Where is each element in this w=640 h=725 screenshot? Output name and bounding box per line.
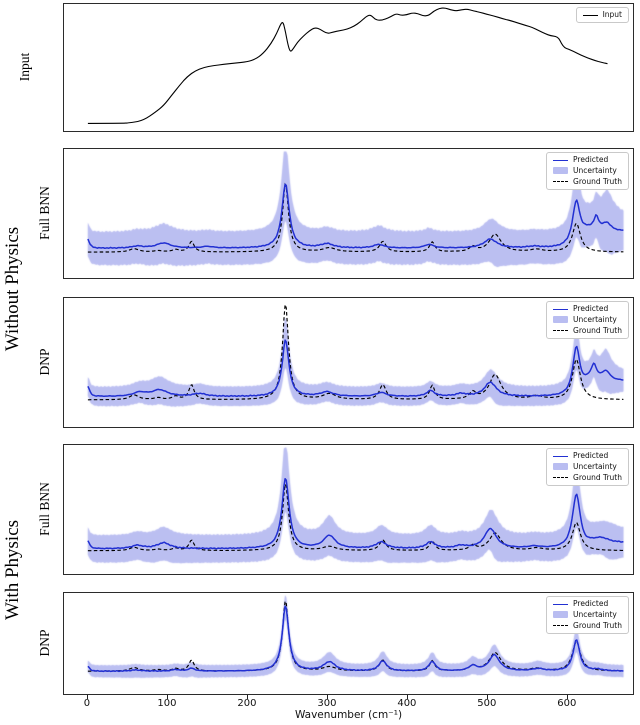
ylabel-full-bnn-2: Full BNN xyxy=(37,482,52,536)
uncertainty-patch-swatch xyxy=(553,316,568,323)
predicted-line xyxy=(88,606,624,671)
legend-item xyxy=(553,178,622,186)
x-tick-label: 300 xyxy=(317,698,337,709)
legend-label: Uncertainty xyxy=(573,314,617,324)
legend-item xyxy=(553,327,622,335)
legend-item xyxy=(553,463,622,471)
legend-full-bnn-without xyxy=(546,152,629,190)
legend-label: Ground Truth xyxy=(573,620,622,630)
input-plot xyxy=(64,4,633,131)
input-line-swatch xyxy=(583,15,598,16)
uncertainty-patch-swatch xyxy=(553,463,568,470)
legend-label: Uncertainty xyxy=(573,165,617,175)
group-label-with-physics: With Physics xyxy=(2,519,23,621)
legend-item xyxy=(553,156,622,164)
legend-item xyxy=(553,622,622,630)
legend-item xyxy=(553,316,622,324)
legend-dnp-with xyxy=(546,596,629,634)
ylabel-input: Input xyxy=(17,52,32,82)
legend-label: Input xyxy=(602,10,622,19)
legend-label: Predicted xyxy=(573,155,609,164)
predicted-line-swatch xyxy=(553,309,568,310)
legend-label: Uncertainty xyxy=(573,461,617,471)
legend-input xyxy=(576,7,629,23)
legend-label: Predicted xyxy=(573,304,609,313)
x-tick-label: 600 xyxy=(557,698,577,709)
predicted-line-swatch xyxy=(553,604,568,605)
ground-truth-line xyxy=(88,601,624,671)
ylabel-dnp-2: DNP xyxy=(37,629,52,657)
uncertainty-band-core xyxy=(88,595,624,678)
group-label-without-physics: Without Physics xyxy=(2,226,23,352)
legend-label: Ground Truth xyxy=(573,176,622,186)
x-tick-label: 400 xyxy=(397,698,417,709)
panel-dnp-with-physics xyxy=(63,592,634,695)
x-axis-label: Wavenumber (cm⁻¹) xyxy=(294,709,403,721)
legend-label: Predicted xyxy=(573,451,609,460)
x-tick-label: 100 xyxy=(157,698,177,709)
panel-dnp-without-physics xyxy=(63,297,634,428)
ground-truth-line-swatch xyxy=(553,330,568,331)
legend-label: Ground Truth xyxy=(573,325,622,335)
ground-truth-line-swatch xyxy=(553,477,568,478)
legend-item xyxy=(553,305,622,313)
legend-item xyxy=(583,11,622,19)
ylabel-full-bnn-1: Full BNN xyxy=(37,186,52,240)
legend-item xyxy=(553,474,622,482)
legend-label: Ground Truth xyxy=(573,472,622,482)
legend-label: Uncertainty xyxy=(573,609,617,619)
input-line xyxy=(88,8,608,123)
legend-item xyxy=(553,452,622,460)
legend-label: Predicted xyxy=(573,599,609,608)
panel-full-bnn-without-physics xyxy=(63,148,634,279)
x-tick-label: 0 xyxy=(83,698,91,709)
uncertainty-band-core xyxy=(88,314,624,407)
ground-truth-line-swatch xyxy=(553,625,568,626)
panel-full-bnn-with-physics xyxy=(63,444,634,575)
ground-truth-line-swatch xyxy=(553,181,568,182)
panel-input xyxy=(63,3,634,132)
legend-full-bnn-with xyxy=(546,448,629,486)
uncertainty-patch-swatch xyxy=(553,167,568,174)
legend-item xyxy=(553,600,622,608)
predicted-line-swatch xyxy=(553,456,568,457)
x-tick-label: 200 xyxy=(237,698,257,709)
uncertainty-patch-swatch xyxy=(553,611,568,618)
legend-dnp-without xyxy=(546,301,629,339)
x-tick-label: 500 xyxy=(477,698,497,709)
ylabel-dnp-1: DNP xyxy=(37,348,52,376)
predicted-line-swatch xyxy=(553,160,568,161)
legend-item xyxy=(553,167,622,175)
legend-item xyxy=(553,611,622,619)
